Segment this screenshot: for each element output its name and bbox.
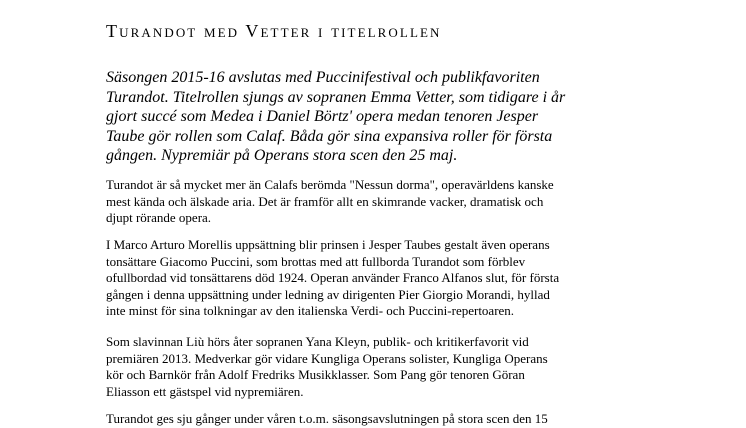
paragraph-line: Turandot ges sju gånger under våren t.o.m. säsongsavslutningen på stora scen den 15 [106, 411, 548, 426]
ingress-line: Turandot. Titelrollen sjungs av sopranen Emma Vetter, som tidigare i år [106, 88, 566, 106]
body-paragraph [106, 411, 646, 428]
ingress-line: gjort succé som Medea i Daniel Börtz' opera medan tenoren Jesper [106, 108, 539, 125]
paragraph-line: kör och Barnkör från Adolf Fredriks Musikklasser. Som Pang gör tenoren Göran [106, 367, 525, 382]
ingress-line: Säsongen 2015-16 avslutas med Puccinifestival och publikfavoriten [106, 69, 540, 86]
body-paragraph [106, 177, 646, 227]
paragraph-line: Som slavinnan Liù hörs åter sopranen Yana Kleyn, publik- och kritikerfavorit vid [106, 334, 529, 349]
page-title: Turandot med Vetter i titelrollen [106, 21, 442, 41]
body-paragraph [106, 334, 646, 400]
paragraph-line: djupt rörande opera. [106, 210, 212, 225]
paragraph-line: premiären 2013. Medverkar gör vidare Kungliga Operans solister, Kungliga Operans [106, 350, 548, 366]
paragraph-line: gången i denna uppsättning under ledning av dirigenten Pier Giorgio Morandi, hyllad [106, 286, 550, 302]
paragraph-line: mest kända och älskade aria. Det är framför allt en skimrande vacker, dramatisk och [106, 193, 544, 209]
paragraph-line: Turandot är så mycket mer än Calafs berömda "Nessun dorma", operavärldens kanske [106, 177, 554, 192]
ingress-line: gången. Nypremiär på Operans stora scen den 25 maj. [106, 147, 458, 164]
paragraph-line: inte minst för sina tolkningar av den italienska Verdi- och Puccini-repertoaren. [106, 303, 515, 318]
ingress-paragraph [106, 68, 646, 166]
body-paragraph [106, 237, 646, 320]
paragraph-line: ofullbordad vid tonsättarens död 1924. Operan använder Franco Alfanos slut, för första [106, 270, 560, 285]
ingress-line: Taube gör rollen som Calaf. Båda gör sina expansiva roller för första [106, 127, 553, 145]
paragraph-line: Eliasson ett gästspel vid nypremiären. [106, 383, 304, 399]
paragraph-line: I Marco Arturo Morellis uppsättning blir prinsen i Jesper Taubes gestalt även operans [106, 237, 550, 252]
paragraph-line: tonsättare Giacomo Puccini, som brottas med att fullborda Turandot som förblev [106, 253, 526, 269]
